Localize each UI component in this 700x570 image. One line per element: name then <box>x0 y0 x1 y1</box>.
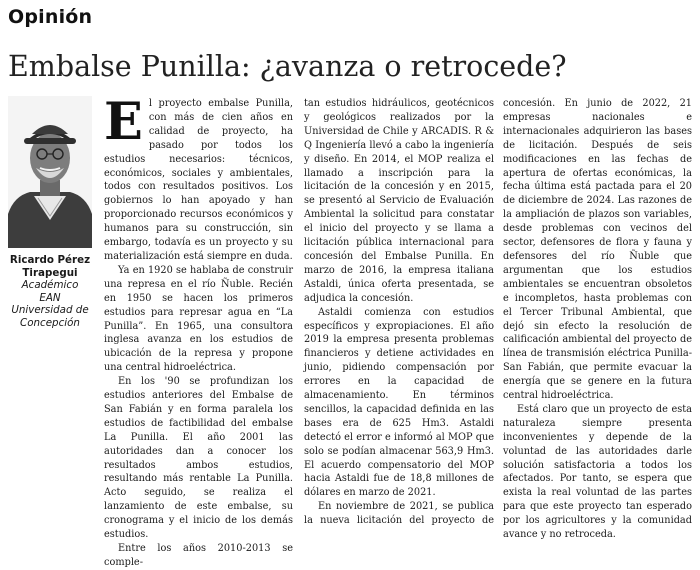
paragraph: Astaldi comienza con estudios específicos y expropiaciones. El año 2019 la empresa presenta problemas financieros y detiene actividades en junio, pidiendo compensación por errores en la capacidad de almacenamiento. En términos sencillos, la capacidad definida en las bases era de 625 Hm3. Astaldi detectó el error e informó al MOP que solo se podían almacenar 563,9 Hm3. El acuerdo compensatorio del MOP hacia Astaldi fue de 18,8 millones de dólares en marzo de 2021. <box>304 306 494 499</box>
article-headline: Embalse Punilla: ¿avanza o retrocede? <box>8 50 567 83</box>
author-role-line3: Universidad de <box>11 304 89 317</box>
section-label: Opinión <box>8 6 93 28</box>
paragraph: Entre los años 2010-2013 se comple- <box>104 543 293 568</box>
paragraph <box>104 92 293 264</box>
author-name-line1: Ricardo Pérez <box>9 254 91 266</box>
article-column-3 <box>503 97 692 542</box>
paragraph: tan estudios hidráulicos, geotécnicos y geológicos realizados por la Universidad de Chile y ARCADIS. R & Q Ingeniería llevó a cabo la ingeniería y diseño. En 2014, el MOP realiza el llamado a inscripción para la licitación de la concesión y en 2015, se presentó al Servicio de Evaluación Ambiental la solicitud para constatar el inicio del proyecto y se llama a licitación pública internacional para concesión del Embalse Punilla. En marzo de 2016, la empresa italiana Astaldi, única oferta presentada, se adjudica la concesión. <box>304 98 494 304</box>
author-role-line2: EAN <box>39 291 61 304</box>
paragraph: Ya en 1920 se hablaba de construir una represa en el río Ñuble. Recién en 1950 se hacen los primeros estudios para represar agua en “La Punilla”. En 1965, una consultora inglesa avanza en los estudios de ubicación de la represa y propone una central hidroeléctrica. <box>104 264 293 374</box>
paragraph: En los '90 se profundizan los estudios anteriores del Embalse de San Fabián y en forma paralela los estudios de factibilidad del embalse La Punilla. El año 2001 las autoridades dan a conocer los resultados ambos estudios, resultando más rentable La Punilla. Acto seguido, se realiza el lanzamiento de este embalse, su cronograma y el inicio de los demás estudios. <box>104 376 293 541</box>
paragraph: concesión. En junio de 2022, 21 empresas nacionales e internacionales adquirieron las bases de licitación. Después de seis modificaciones en las fechas de apertura de ofertas económicas, la fecha última está pactada para el 20 de diciembre de 2024. Las razones de la ampliación de plazos son variables, desde problemas con vecinos del sector, defensores de flora y fauna y defensores del río Ñuble que argumentan que los estudios ambientales se encuentran obsoletos e incompletos, hasta problemas con el Tercer Tribunal Ambiental, que dejó sin efecto la resolución de calificación ambiental del proyecto de línea de transmisión eléctrica Punilla-San Fabián, que permite evacuar la energía que se genere en la futura central hidroeléctrica. <box>503 98 692 402</box>
drop-cap: E <box>104 92 143 152</box>
author-role-line1: Académico <box>21 279 79 292</box>
article-column-2 <box>304 97 494 528</box>
author-byline <box>0 254 100 330</box>
author-photo <box>8 96 92 248</box>
article-column-1 <box>104 92 293 570</box>
author-role-line4: Concepción <box>20 316 80 329</box>
paragraph: Está claro que un proyecto de esta naturaleza siempre presenta inconvenientes y depende de la voluntad de las autoridades darle solución satisfactoria a todos los afectados. Por tanto, se espera que exista la real voluntad de las partes para que este proyecto tan esperado por los agricultores y la comunidad avance y no retroceda. <box>503 403 692 541</box>
paragraph: En noviembre de 2021, se publica la nueva licitación del proyecto de <box>304 501 494 527</box>
paragraph-text: l proyecto embalse Punilla, con más de cien años en calidad de proyecto, ha pasado por todos los estudios necesarios: técnicos, económicos, sociales y ambientales, todos con resultados positivos. Los gobiernos lo han apoyado y han proporcionado recursos económicos y humanos para su construcción, sin embargo, todavía es un proyecto y su materialización está siempre en duda. <box>104 98 293 262</box>
author-name-line2: Tirapegui <box>22 266 78 279</box>
